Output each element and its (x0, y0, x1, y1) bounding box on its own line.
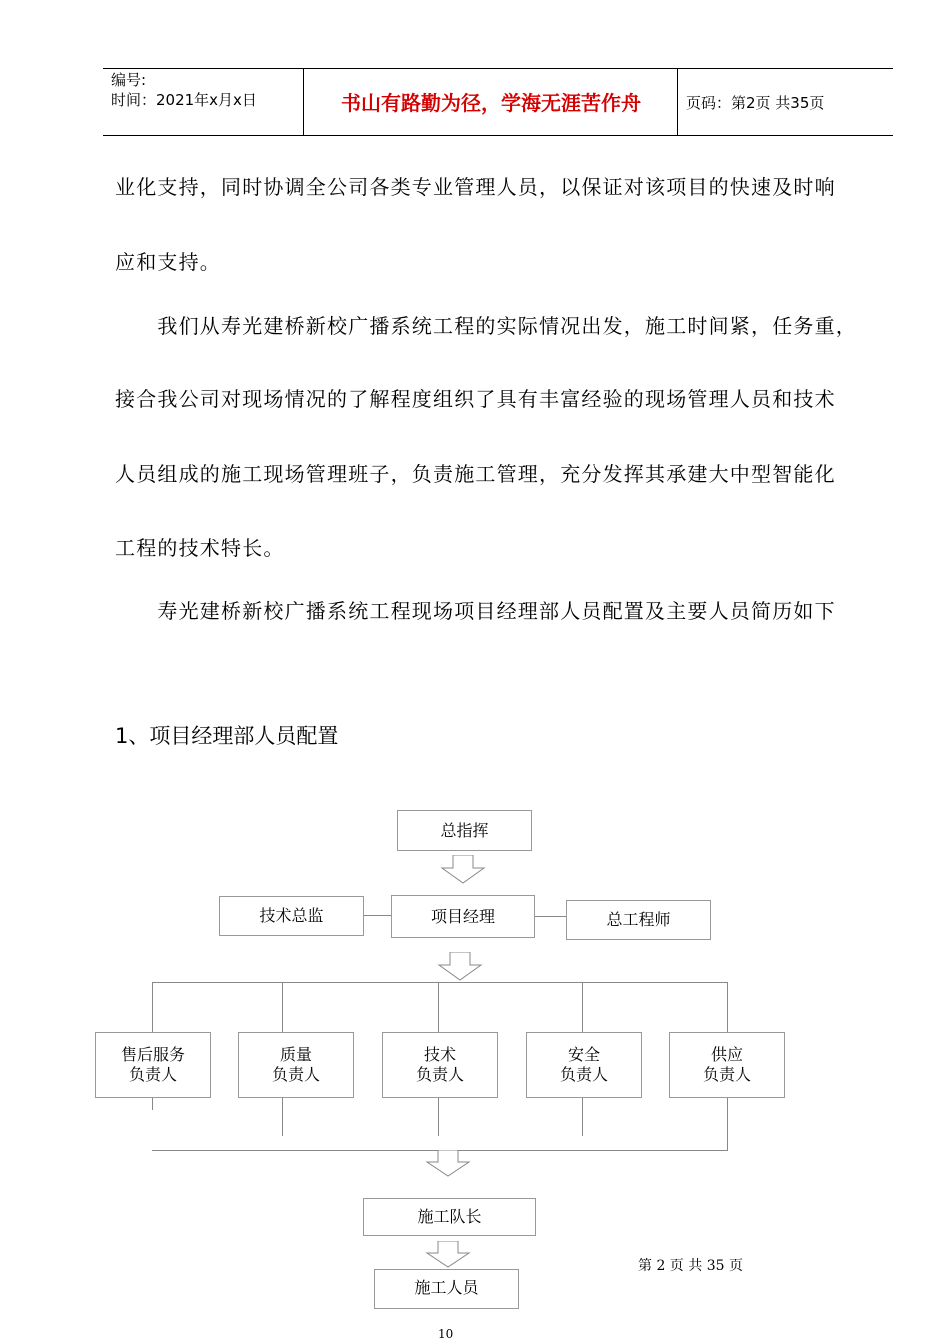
org-label-dept-line2: 负责人 (559, 1065, 608, 1084)
body-line-1: 业化支持，同时协调全公司各类专业管理人员，以保证对该项目的快速及时响 (115, 175, 836, 199)
org-label-dept-line2: 负责人 (415, 1065, 464, 1084)
org-label-dept-line1: 质量 (279, 1045, 312, 1064)
connector-line (582, 982, 583, 1032)
down-arrow-icon (437, 952, 483, 982)
org-box-technology (382, 1032, 498, 1098)
org-label-dept-line2: 负责人 (702, 1065, 751, 1084)
connector-line (727, 982, 728, 1032)
org-label-tech-supervisor: 技术总监 (259, 906, 324, 925)
connector-line (535, 916, 566, 917)
org-label-team-leader: 施工队长 (417, 1207, 482, 1226)
down-arrow-icon (425, 1150, 471, 1178)
header-bottom-rule (103, 135, 893, 136)
connector-line (152, 982, 728, 983)
org-label-dept-line2: 负责人 (271, 1065, 320, 1084)
org-label-dept-line1: 技术 (423, 1045, 456, 1064)
org-box-safety (526, 1032, 642, 1098)
org-box-chief-engineer (566, 900, 711, 940)
section-title: 1、项目经理部人员配置 (115, 724, 339, 748)
org-box-after-sales (95, 1032, 211, 1098)
header-divider-left (303, 69, 304, 136)
org-label-dept-line1: 售后服务 (120, 1045, 185, 1064)
org-box-workers (374, 1269, 519, 1309)
connector-line (727, 1098, 728, 1150)
org-label-workers: 施工人员 (414, 1278, 479, 1297)
document-number-label: 编号: (111, 71, 147, 89)
connector-line (152, 982, 153, 1032)
body-line-3: 我们从寿光建桥新校广播系统工程的实际情况出发，施工时间紧，任务重， (115, 314, 857, 338)
body-line-2: 应和支持。 (115, 250, 221, 274)
connector-line (282, 1098, 283, 1136)
connector-line (582, 1098, 583, 1136)
document-date-label: 时间：2021年x月x日 (111, 91, 257, 109)
org-label-dept-line2: 负责人 (128, 1065, 177, 1084)
connector-line (282, 982, 283, 1032)
body-line-7: 寿光建桥新校广播系统工程现场项目经理部人员配置及主要人员简历如下 (115, 599, 836, 623)
down-arrow-icon (425, 1241, 471, 1269)
connector-line (438, 982, 439, 1032)
org-label-dept-line1: 安全 (567, 1045, 600, 1064)
footer-page-number: 第 2 页 共 35 页 (638, 1258, 743, 1274)
org-box-tech-supervisor (219, 896, 364, 936)
org-label-workers-count: 10 (438, 1327, 454, 1341)
org-label-chief-engineer: 总工程师 (606, 910, 671, 929)
org-box-team-leader (363, 1198, 536, 1236)
body-line-5: 人员组成的施工现场管理班子，负责施工管理，充分发挥其承建大中型智能化 (115, 462, 836, 486)
down-arrow-icon (440, 855, 486, 885)
org-box-supply (669, 1032, 785, 1098)
body-line-4: 接合我公司对现场情况的了解程度组织了具有丰富经验的现场管理人员和技术 (115, 387, 836, 411)
connector-line (152, 1098, 153, 1110)
header-page-number: 页码：第2页 共35页 (686, 94, 825, 112)
connector-line (364, 915, 391, 916)
org-box-quality (238, 1032, 354, 1098)
header-top-rule (103, 68, 893, 69)
org-box-project-manager (391, 895, 535, 938)
org-label-commander: 总指挥 (440, 820, 489, 840)
org-box-commander (397, 810, 532, 851)
org-label-dept-line1: 供应 (710, 1045, 743, 1064)
org-label-project-manager: 项目经理 (430, 906, 495, 926)
body-line-6: 工程的技术特长。 (115, 536, 285, 560)
connector-line (438, 1098, 439, 1136)
header-motto: 书山有路勤为径，学海无涯苦作舟 (341, 91, 641, 115)
header-divider-right (677, 69, 678, 136)
